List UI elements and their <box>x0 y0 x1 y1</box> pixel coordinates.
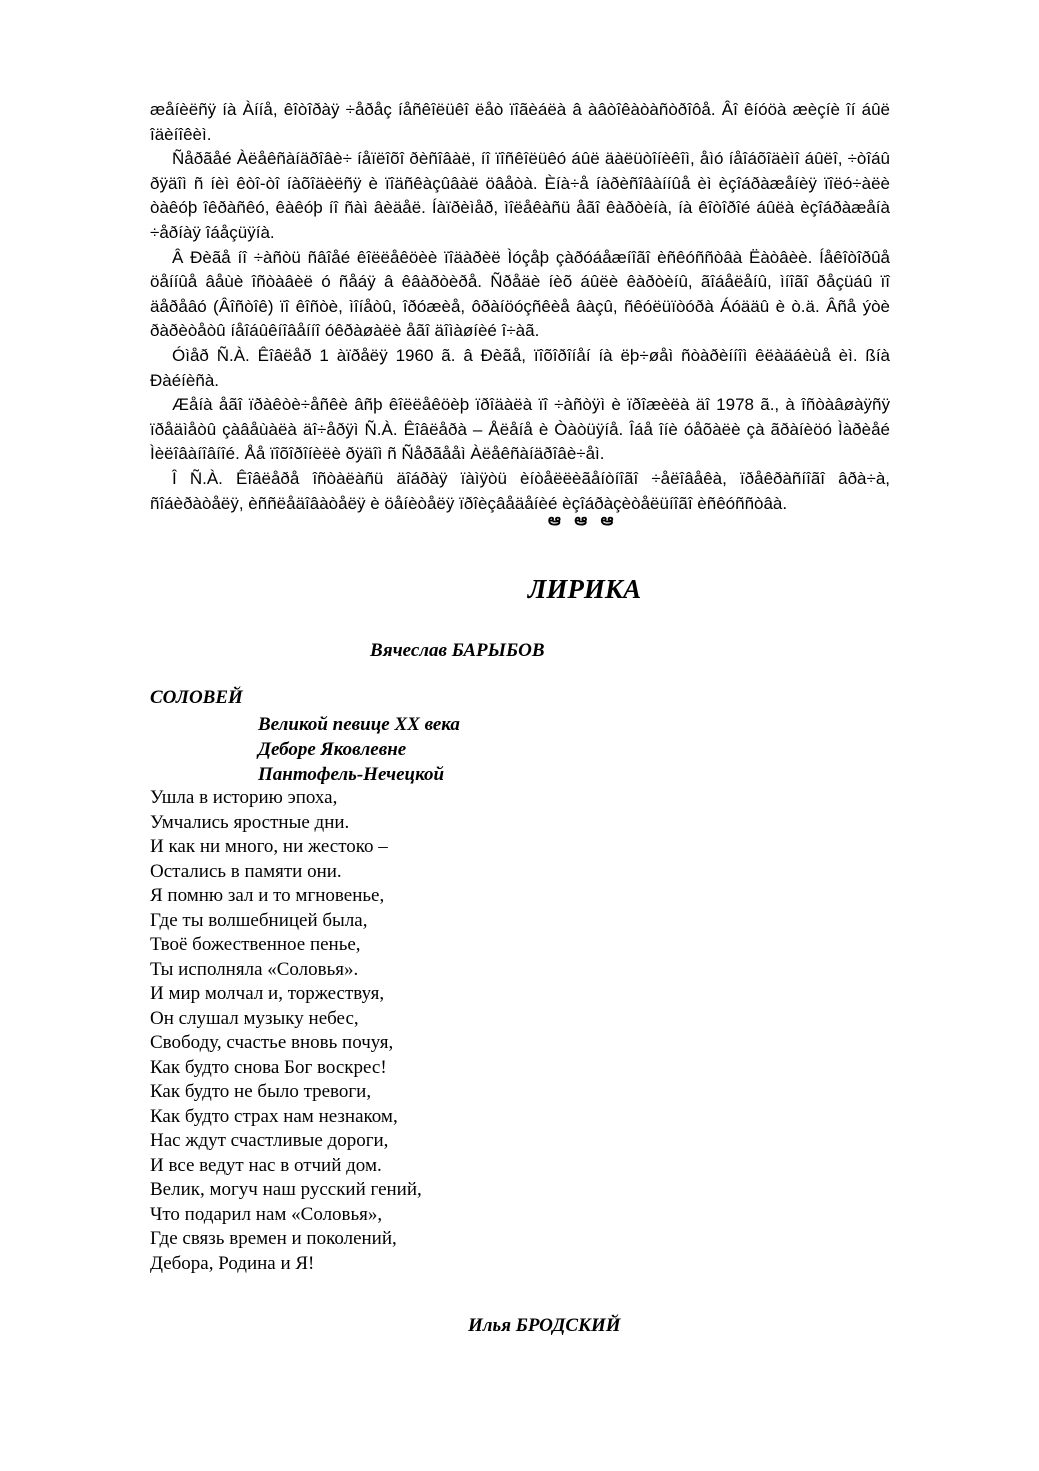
poem-title: СОЛОВЕЙ <box>150 687 243 708</box>
verse-line: Ты исполняла «Соловья». <box>150 958 359 980</box>
verse-line: Как будто страх нам незнаком, <box>150 1105 398 1127</box>
poem-verse <box>150 786 422 1276</box>
verse-line: Ушла в историю эпоха, <box>150 787 338 808</box>
verse-line: Нас ждут счастливые дороги, <box>150 1130 389 1151</box>
verse-line: Он слушал музыку небес, <box>150 1007 359 1029</box>
verse-line: Где ты волшебницей была, <box>150 909 368 931</box>
prose-paragraph: æåíèëñÿ íà Àííå, êîòîðàÿ ÷åðåç íåñêîëüêî ëåò ïîãèáëà â àâòîêàòàñòðîôå. Âî êíóöà æèçíè îí áûë îäèíîêèì. <box>150 100 890 144</box>
prose-block <box>150 98 890 516</box>
verse-line: Как будто снова Бог воскрес! <box>150 1056 387 1078</box>
poem-dedication <box>258 712 460 787</box>
author-name: Вячеслав БАРЫБОВ <box>370 640 545 661</box>
prose-paragraph: Æåíà åãî ïðàêòè÷åñêè âñþ êîëëåêöèþ ïðîäàëà ïî ÷àñòÿì è ïðîæèëà äî 1978 ã., à îñòàâøàÿñÿ ïðåäìåòû çàâåùàëà äî÷åðÿì Ñ.À. Êîâëåðà – Åëåíå è Òàòüÿíå. Îáå îíè óåõàëè çà ãðàíèöó Ìàðèåé Ìèëîâàíîâíîé. Åå ïîõîðîíèëè ðÿäîì ñ Ñåðãååì Àëåêñàíäðîâè÷åì. <box>150 395 890 464</box>
prose-paragraph: Óìåð Ñ.À. Êîâëåð 1 àïðåëÿ 1960 ã. â Ðèãå, ïîõîðîíåí íà ëþ÷øåì ñòàðèííîì êëàäáèùå èì. ßíà Ðàéíèñà. <box>150 345 890 390</box>
verse-line: Где связь времен и поколений, <box>150 1228 397 1249</box>
prose-paragraph: Ñåðãåé Àëåêñàíäðîâè÷ íåïëîõî ðèñîâàë, íî ïîñêîëüêó áûë äàëüòîíèêîì, åìó íåîáõîäèìî áûëî, ÷òîáû ðÿäîì ñ íèì êòî-òî íàõîäèëñÿ è ïîäñêàçûâàë öâåòà. Èíà÷å íàðèñîâàííûå èì èçîáðàæåíèÿ ïîëó÷àëè òàêóþ îêðàñêó, êàêóþ íî ñàì âèäåë. Íàïðèìåð, ìîëåêàñü åãî êàðòèíà, íà êîòîðîé áûëà èçîáðàæåíà ÷åðíàÿ îáåçüÿíà. <box>150 149 890 242</box>
verse-line: И как ни много, ни жестоко – <box>150 836 388 857</box>
prose-paragraph: Î Ñ.À. Êîâëåðå îñòàëàñü äîáðàÿ ïàìÿòü èíòåëëèãåíòíîãî ÷åëîâåêà, ïðåêðàñíîãî âðà÷à, ñîáèðàòåëÿ, èññëåäîâàòåëÿ è öåíèòåëÿ ïðîèçâåäåíèé èçîáðàçèòåëüíîãî èñêóññòâà. <box>150 468 890 513</box>
verse-line: Твоё божественное пенье, <box>150 934 361 955</box>
verse-line: Умчались яростные дни. <box>150 811 350 833</box>
verse-line: Свободу, счастье вновь почуя, <box>150 1032 394 1053</box>
verse-line: Я помню зал и то мгновенье, <box>150 885 385 906</box>
verse-line: Дебора, Родина и Я! <box>150 1252 315 1274</box>
verse-line: Велик, могуч наш русский гений, <box>150 1179 422 1200</box>
verse-line: И мир молчал и, торжествуя, <box>150 983 385 1004</box>
section-title: ЛИРИКА <box>527 574 642 604</box>
dedication-line: Великой певице XX века <box>258 714 460 735</box>
verse-line: Остались в памяти они. <box>150 860 342 882</box>
author-name: Илья БРОДСКИЙ <box>468 1315 621 1336</box>
verse-line: Как будто не было тревоги, <box>150 1081 372 1102</box>
ornament-divider: ఆ ఆ ఆ <box>548 510 618 529</box>
verse-line: Что подарил нам «Соловья», <box>150 1203 383 1225</box>
prose-paragraph: Â Ðèãå íî ÷àñòü ñâîåé êîëëåêöèè ïîäàðèë Ìóçåþ çàðóáåæíîãî èñêóññòâà Ëàòâèè. Íåêîòîðûå öåííûå âåùè îñòàâèë ó ñåáÿ â êâàðòèðå. Ñðåäè íèõ áûëè êàðòèíû, ãîáåëåíû, ìíîãî ðåçüáû ïî äåðåâó (Âîñòîê) ïî êîñòè, ìîíåòû, îðóæèå, ôðàíöóçñêèå âàçû, ñêóëüïòóðà Áóääû è ò.ä. Âñå ýòè ðàðèòåòû íåîáûêíîâåííî óêðàøàëè åãî äîìàøíèé î÷àã. <box>150 247 890 341</box>
dedication-line: Деборе Яковлевне <box>258 739 407 760</box>
dedication-line: Пантофель-Нечецкой <box>258 764 445 785</box>
verse-line: И все ведут нас в отчий дом. <box>150 1154 382 1176</box>
